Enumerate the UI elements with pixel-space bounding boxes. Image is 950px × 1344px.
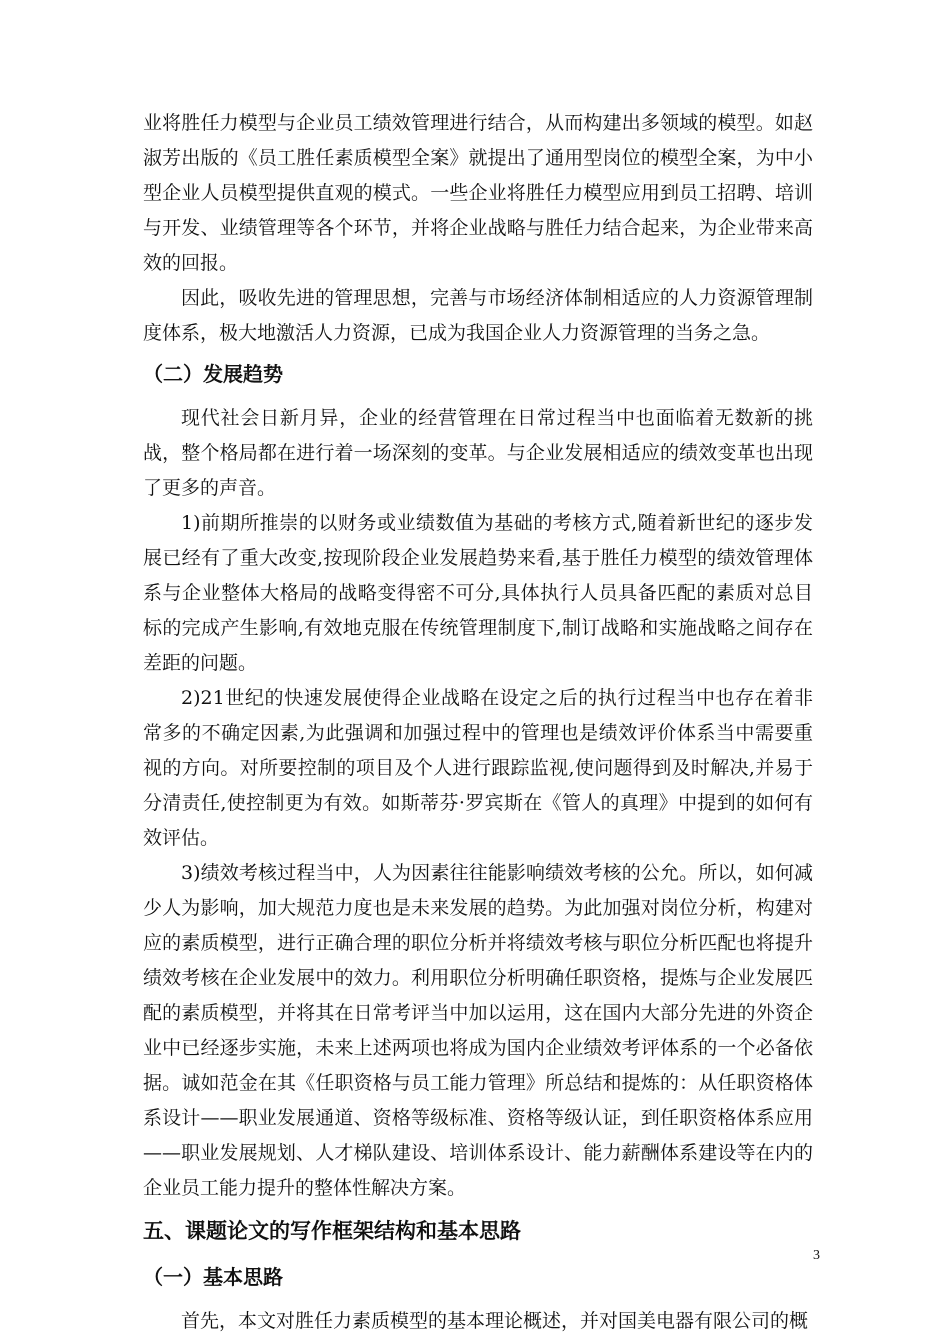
paragraph-modern-society-change: 现代社会日新月异，企业的经营管理在日常过程当中也面临着无数新的挑战，整个格局都在进行着一场深刻的变革。与企业发展相适应的绩效变革也出现了更多的声音。 bbox=[143, 407, 813, 499]
chapter-heading-framework: 五、课题论文的写作框架结构和基本思路 bbox=[143, 1219, 521, 1243]
paragraph-management-urgency: 因此，吸收先进的管理思想，完善与市场经济体制相适应的人力资源管理制度体系，极大地激活人力资源，已成为我国企业人力资源管理的当务之急。 bbox=[143, 287, 813, 344]
document-body bbox=[143, 106, 813, 1339]
section-heading-basic-approach: （一）基本思路 bbox=[143, 1265, 283, 1289]
paragraph-competency-model-intro: 业将胜任力模型与企业员工绩效管理进行结合，从而构建出多领域的模型。如赵淑芳出版的《员工胜任素质模型全案》就提出了通用型岗位的模型全案，为中小型企业人员模型提供直观的模式。一些企业将胜任力模型应用到员工招聘、培训与开发、业绩管理等各个环节，并将企业战略与胜任力结合起来，为企业带来高效的回报。 bbox=[143, 112, 813, 274]
section-heading-development-trend: （二）发展趋势 bbox=[143, 362, 283, 386]
paragraph-trend-2: 2)21世纪的快速发展使得企业战略在设定之后的执行过程当中也存在着非常多的不确定因素,为此强调和加强过程中的管理也是绩效评价体系当中需要重视的方向。对所要控制的项目及个人进行跟踪监视,使问题得到及时解决,并易于分清责任,使控制更为有效。如斯蒂芬·罗宾斯在《管人的真理》中提到的如何有效评估。 bbox=[143, 687, 813, 849]
paragraph-basic-approach-start: 首先，本文对胜任力素质模型的基本理论概述，并对国美电器有限公司的概 bbox=[181, 1310, 809, 1332]
paragraph-trend-3: 3)绩效考核过程当中，人为因素往往能影响绩效考核的公允。所以，如何减少人为影响，加大规范力度也是未来发展的趋势。为此加强对岗位分析，构建对应的素质模型，进行正确合理的职位分析并将绩效考核与职位分析匹配也将提升绩效考核在企业发展中的效力。利用职位分析明确任职资格，提炼与企业发展匹配的素质模型，并将其在日常考评当中加以运用，这在国内大部分先进的外资企业中已经逐步实施，未来上述两项也将成为国内企业绩效考评体系的一个必备依据。诚如范金在其《任职资格与员工能力管理》所总结和提炼的：从任职资格体系设计——职业发展通道、资格等级标准、资格等级认证，到任职资格体系应用——职业发展规划、人才梯队建设、培训体系设计、能力薪酬体系建设等在内的企业员工能力提升的整体性解决方案。 bbox=[143, 862, 813, 1199]
page-number: 3 bbox=[813, 1248, 820, 1263]
paragraph-trend-1: 1)前期所推崇的以财务或业绩数值为基础的考核方式,随着新世纪的逐步发展已经有了重大改变,按现阶段企业发展趋势来看,基于胜任力模型的绩效管理体系与企业整体大格局的战略变得密不可分,具体执行人员具备匹配的素质对总目标的完成产生影响,有效地克服在传统管理制度下,制订战略和实施战略之间存在差距的问题。 bbox=[143, 512, 813, 674]
